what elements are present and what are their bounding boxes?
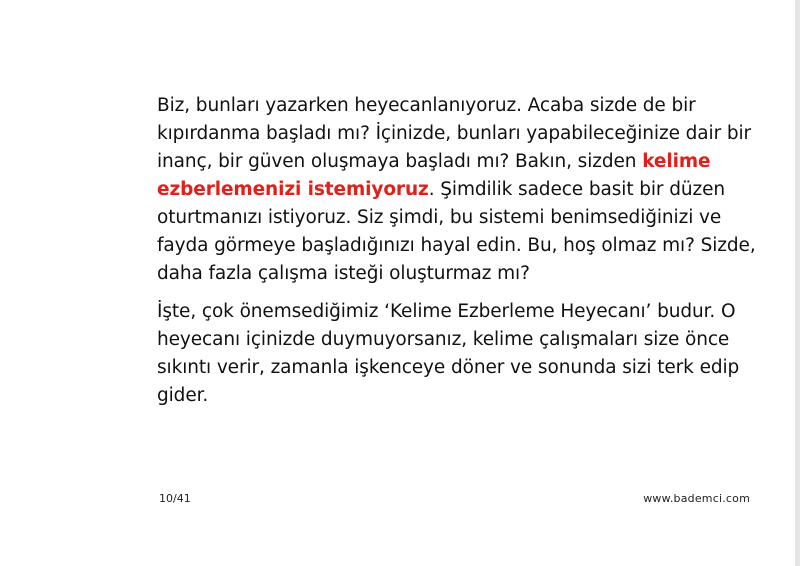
paragraph-1-text-before: Biz, bunları yazarken heyecanlanıyoruz. Acaba sizde de bir kıpırdanma başladı mı? İçinizde, bunları yapabileceğinize dair bir inanç, bir güven oluşmaya başladı mı? Bakın, sizden (157, 95, 752, 172)
paragraph-1-text-after: . Şimdilik sadece basit bir düzen oturtmanızı istiyoruz. Siz şimdi, bu sistemi benimsediğinizi ve fayda görmeye başladığınızı hayal edin. Bu, hoş olmaz mı? Sizde, daha fazla çalışma isteği oluşturmaz mı? (157, 179, 756, 284)
page-number: 10/41 (159, 492, 191, 505)
paragraph-1 (157, 92, 757, 288)
page-edge (795, 0, 800, 566)
highlighted-phrase: kelime ezberlemenizi istemiyoruz (157, 151, 711, 200)
body-text (157, 92, 757, 420)
website-url: www.bademci.com (643, 492, 750, 505)
paragraph-2: İşte, çok önemsediğimiz ‘Kelime Ezberleme Heyecanı’ budur. O heyecanı içinizde duymuyorsanız, kelime çalışmaları size önce sıkıntı verir, zamanla işkenceye döner ve sonunda sizi terk edip gider. (157, 301, 740, 406)
